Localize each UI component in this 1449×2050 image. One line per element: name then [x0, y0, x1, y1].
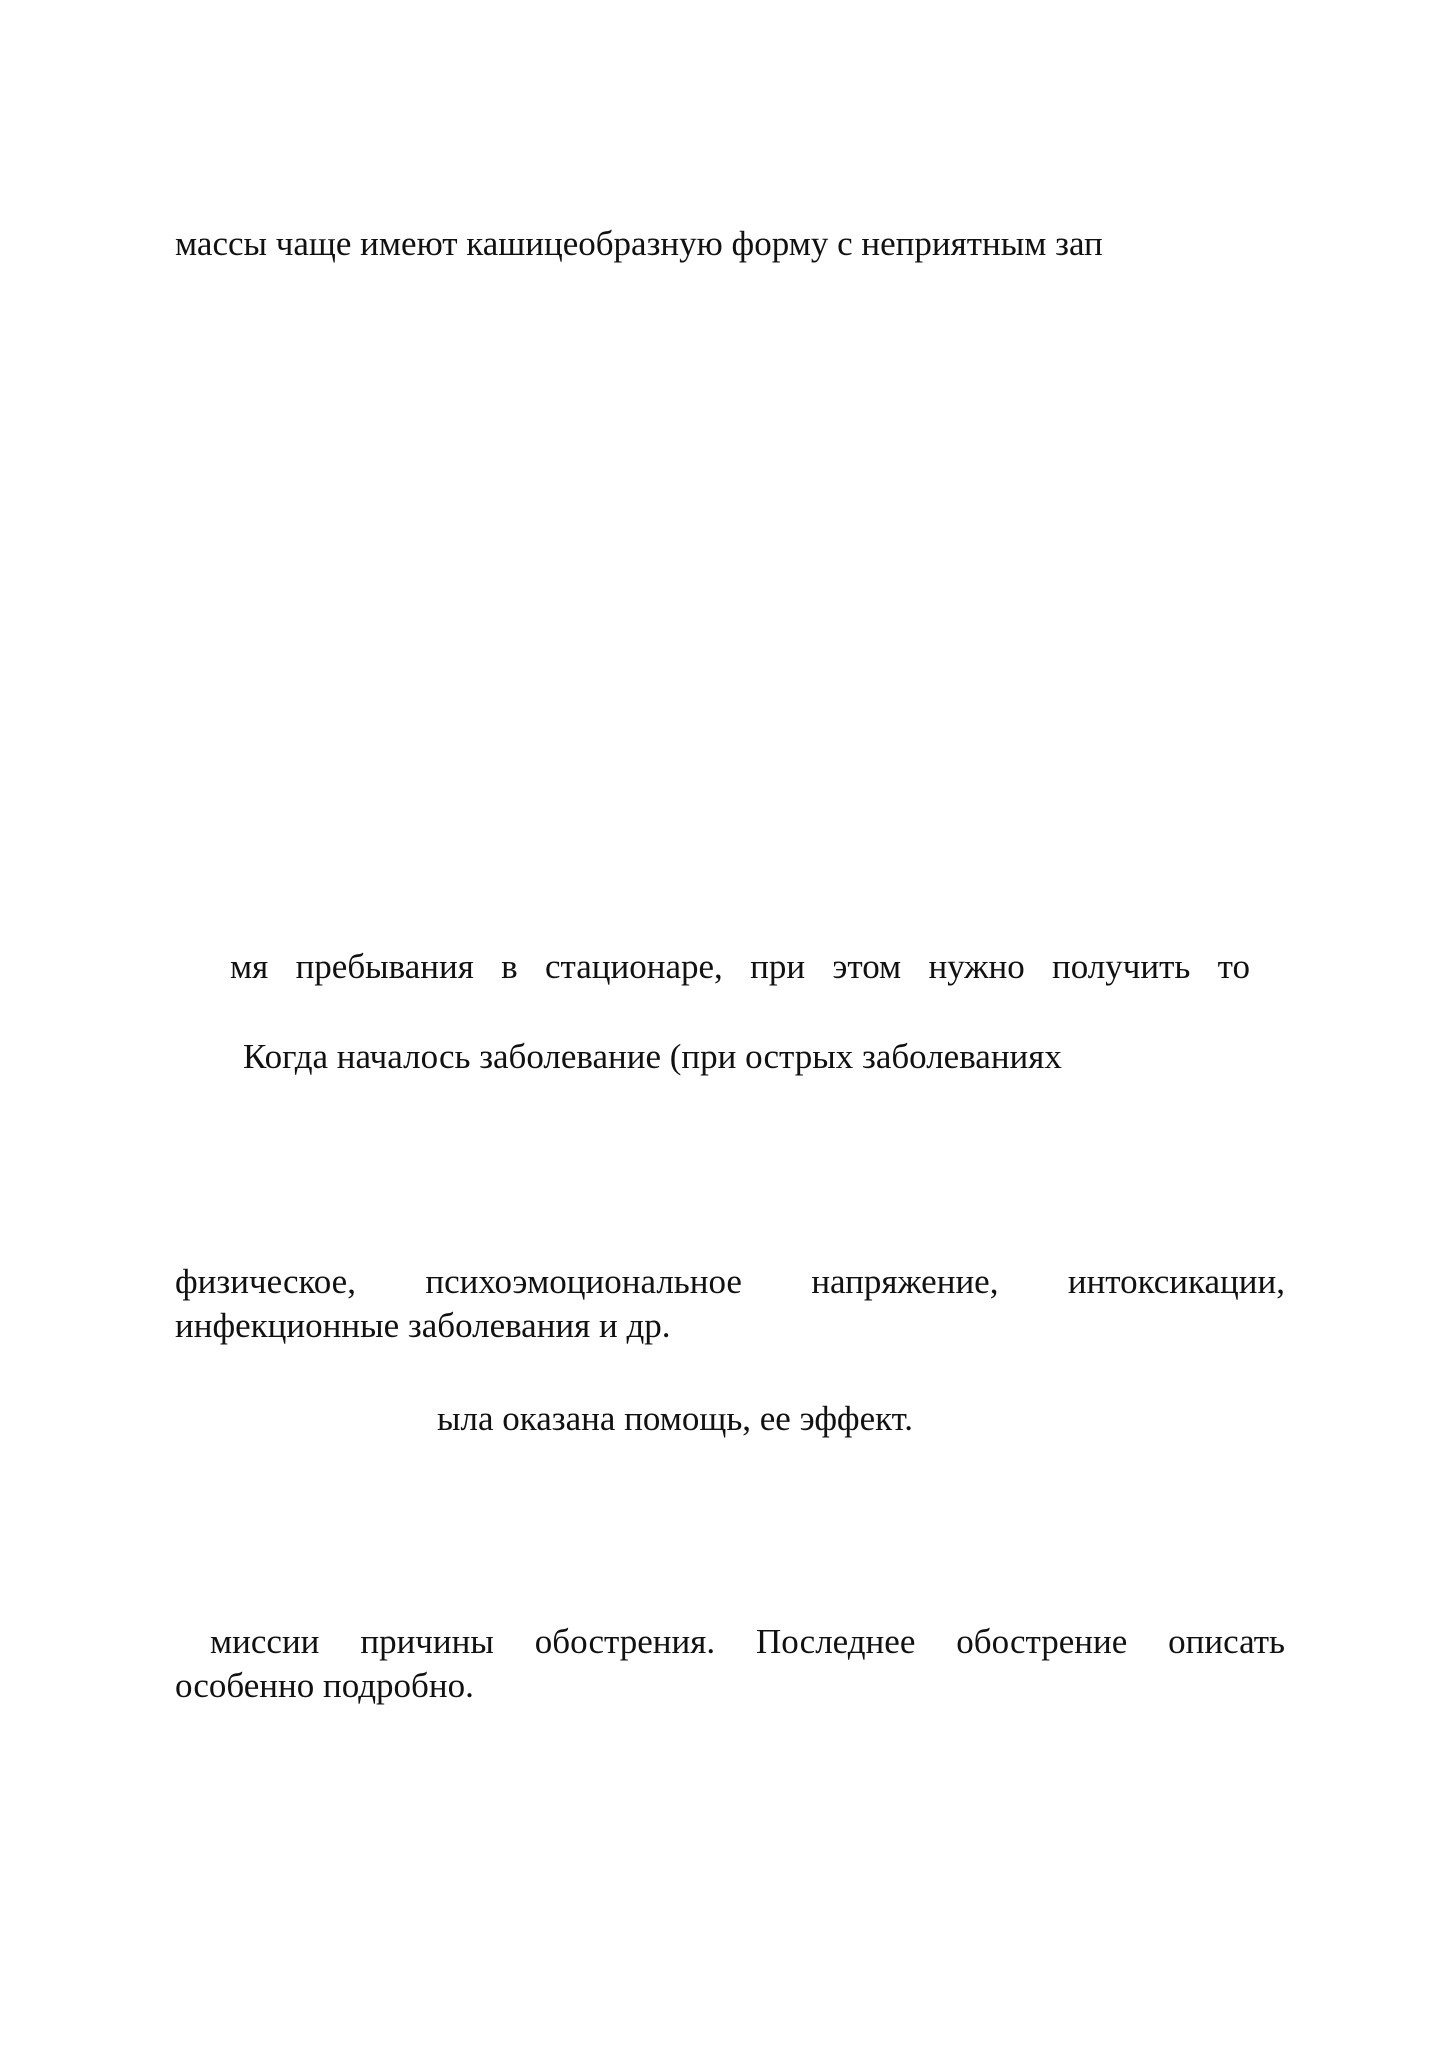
text-line: инфекционные заболевания и др. — [175, 1306, 671, 1345]
text-fragment-4 — [175, 1260, 1285, 1348]
text-line: Когда началось заболевание (при острых заболеваниях — [243, 1037, 1062, 1076]
text-line: физическое, психоэмоциональное напряжение, интоксикации, — [175, 1262, 1285, 1301]
text-line: мя пребывания в стационаре, при этом нужно получить то — [230, 947, 1250, 986]
text-line: ыла оказана помощь, ее эффект. — [437, 1399, 914, 1438]
text-fragment-3 — [243, 1035, 1353, 1079]
text-fragment-5 — [437, 1397, 1449, 1441]
text-fragment-1 — [175, 222, 1285, 266]
text-line: миссии причины обострения. Последнее обострение описать — [210, 1622, 1285, 1661]
text-fragment-2 — [230, 945, 1250, 989]
text-fragment-6a — [210, 1620, 1285, 1664]
text-line: массы чаще имеют кашицеобразную форму с неприятным зап — [175, 224, 1103, 263]
text-fragment-6b — [175, 1664, 1285, 1708]
text-line: особенно подробно. — [175, 1666, 474, 1705]
